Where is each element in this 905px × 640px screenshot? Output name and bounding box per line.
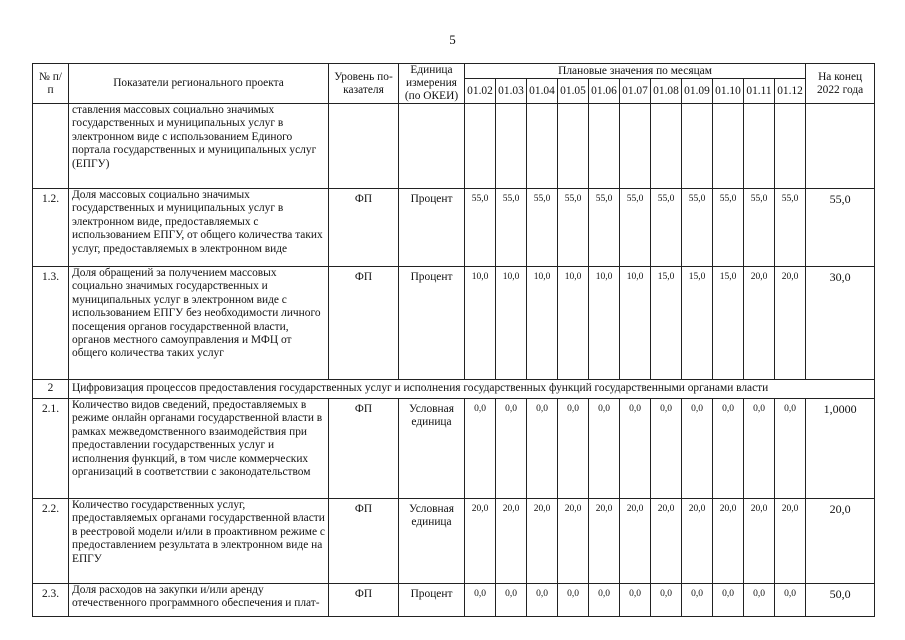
row-month-value	[527, 104, 558, 189]
row-month-value: 0,0	[558, 584, 589, 617]
row-month-value: 20,0	[620, 499, 651, 584]
row-month-value: 20,0	[651, 499, 682, 584]
header-month: 01.04	[527, 79, 558, 104]
row-num	[33, 104, 69, 189]
table-row	[33, 399, 875, 499]
indicators-table	[32, 63, 875, 617]
row-indicator-name: Доля обращений за получением массовых социально значимых государственных и муниципальных услуг в электронном виде с использованием ЕПГУ без необходимости личного посещения органов государственной власти, органов местного самоуправления и МФЦ от общего количества таких услуг	[69, 267, 329, 380]
row-month-value: 0,0	[496, 399, 527, 499]
row-end-value: 55,0	[806, 189, 875, 267]
row-month-value: 0,0	[465, 399, 496, 499]
row-month-value: 0,0	[558, 399, 589, 499]
row-num: 1.2.	[33, 189, 69, 267]
row-month-value	[775, 104, 806, 189]
header-month: 01.06	[589, 79, 620, 104]
header-num: № п/п	[33, 64, 69, 104]
header-month: 01.09	[682, 79, 713, 104]
row-month-value: 55,0	[527, 189, 558, 267]
row-num: 2.1.	[33, 399, 69, 499]
row-level: ФП	[329, 584, 399, 617]
row-month-value: 0,0	[496, 584, 527, 617]
row-month-value: 20,0	[744, 499, 775, 584]
table-row	[33, 499, 875, 584]
row-month-value	[465, 104, 496, 189]
row-month-value: 0,0	[620, 399, 651, 499]
row-month-value: 20,0	[558, 499, 589, 584]
row-month-value	[620, 104, 651, 189]
row-month-value	[589, 104, 620, 189]
row-month-value: 20,0	[744, 267, 775, 380]
header-end-of-year: На конец 2022 года	[806, 64, 875, 104]
row-month-value: 55,0	[713, 189, 744, 267]
row-end-value	[806, 104, 875, 189]
row-month-value: 55,0	[558, 189, 589, 267]
row-unit: Условная единица	[399, 399, 465, 499]
row-month-value: 20,0	[589, 499, 620, 584]
row-month-value: 0,0	[744, 584, 775, 617]
row-month-value: 0,0	[589, 584, 620, 617]
row-month-value: 15,0	[651, 267, 682, 380]
row-month-value: 0,0	[682, 399, 713, 499]
header-month: 01.10	[713, 79, 744, 104]
row-month-value: 55,0	[744, 189, 775, 267]
row-month-value: 20,0	[527, 499, 558, 584]
row-end-value: 1,0000	[806, 399, 875, 499]
header-month: 01.05	[558, 79, 589, 104]
row-month-value: 55,0	[651, 189, 682, 267]
header-month: 01.07	[620, 79, 651, 104]
header-month: 01.08	[651, 79, 682, 104]
row-month-value: 20,0	[713, 499, 744, 584]
table-row	[33, 267, 875, 380]
row-month-value: 10,0	[620, 267, 651, 380]
header-indicator: Показатели регионального проекта	[69, 64, 329, 104]
row-unit: Условная единица	[399, 499, 465, 584]
row-unit	[399, 104, 465, 189]
row-month-value: 0,0	[775, 584, 806, 617]
row-month-value: 10,0	[558, 267, 589, 380]
row-month-value: 0,0	[465, 584, 496, 617]
row-month-value: 0,0	[713, 584, 744, 617]
row-month-value	[713, 104, 744, 189]
row-month-value: 55,0	[465, 189, 496, 267]
row-indicator-name: Доля расходов на закупки и/или аренду отечественного программного обеспечения и плат-	[69, 584, 329, 617]
row-level: ФП	[329, 267, 399, 380]
row-unit: Процент	[399, 267, 465, 380]
row-month-value: 0,0	[682, 584, 713, 617]
row-month-value: 0,0	[775, 399, 806, 499]
row-month-value	[744, 104, 775, 189]
row-unit: Процент	[399, 189, 465, 267]
row-end-value: 20,0	[806, 499, 875, 584]
header-plan-group: Плановые значения по месяцам	[465, 64, 806, 79]
row-month-value	[558, 104, 589, 189]
row-indicator-name: Доля массовых социально значимых государственных и муниципальных услуг в электронном виде, предоставляемых с использованием ЕПГУ, от общего количества таких услуг, предоставляемых в электронном виде	[69, 189, 329, 267]
row-month-value: 0,0	[651, 584, 682, 617]
row-num: 2.3.	[33, 584, 69, 617]
row-month-value: 0,0	[589, 399, 620, 499]
row-indicator-name: ставления массовых социально значимых государственных и муниципальных услуг в электронном виде с использованием Единого портала государственных и муниципальных услуг (ЕПГУ)	[69, 104, 329, 189]
row-month-value: 15,0	[713, 267, 744, 380]
section-row	[33, 380, 875, 399]
row-month-value: 20,0	[496, 499, 527, 584]
row-month-value: 10,0	[465, 267, 496, 380]
table-row	[33, 104, 875, 189]
header-month: 01.11	[744, 79, 775, 104]
row-end-value: 30,0	[806, 267, 875, 380]
table-row	[33, 189, 875, 267]
row-indicator-name: Количество видов сведений, предоставляемых в режиме онлайн органами государственной власти в рамках межведомственного взаимодействия при предоставлении государственных услуг и исполнения функций, в том числе коммерческих организаций в соответствии с законодательством	[69, 399, 329, 499]
header-unit: Единица измерения (по ОКЕИ)	[399, 64, 465, 104]
header-month: 01.12	[775, 79, 806, 104]
row-month-value: 0,0	[744, 399, 775, 499]
row-end-value: 50,0	[806, 584, 875, 617]
row-month-value: 55,0	[775, 189, 806, 267]
row-num: 1.3.	[33, 267, 69, 380]
table-row	[33, 584, 875, 617]
row-month-value: 15,0	[682, 267, 713, 380]
row-level: ФП	[329, 499, 399, 584]
row-num: 2.2.	[33, 499, 69, 584]
row-month-value: 55,0	[682, 189, 713, 267]
row-month-value: 0,0	[713, 399, 744, 499]
header-level: Уровень по-казателя	[329, 64, 399, 104]
row-month-value	[496, 104, 527, 189]
row-month-value: 10,0	[589, 267, 620, 380]
row-level	[329, 104, 399, 189]
row-month-value: 55,0	[496, 189, 527, 267]
row-month-value: 0,0	[527, 399, 558, 499]
section-title: Цифровизация процессов предоставления государственных услуг и исполнения государственных функций государственными органами власти	[69, 380, 875, 399]
row-month-value: 20,0	[775, 267, 806, 380]
row-month-value: 0,0	[620, 584, 651, 617]
row-month-value: 20,0	[682, 499, 713, 584]
header-month: 01.03	[496, 79, 527, 104]
row-indicator-name: Количество государственных услуг, предоставляемых органами государственной власти в реестровой модели и/или в проактивном режиме с предоставлением результата в электронном виде на ЕПГУ	[69, 499, 329, 584]
row-month-value: 10,0	[527, 267, 558, 380]
header-month: 01.02	[465, 79, 496, 104]
row-month-value: 55,0	[620, 189, 651, 267]
row-unit: Процент	[399, 584, 465, 617]
row-month-value: 10,0	[496, 267, 527, 380]
section-num: 2	[33, 380, 69, 399]
row-level: ФП	[329, 189, 399, 267]
row-month-value: 55,0	[589, 189, 620, 267]
page-number: 5	[449, 32, 456, 47]
row-month-value	[682, 104, 713, 189]
row-month-value: 0,0	[651, 399, 682, 499]
row-month-value: 20,0	[775, 499, 806, 584]
row-month-value	[651, 104, 682, 189]
row-level: ФП	[329, 399, 399, 499]
row-month-value: 0,0	[527, 584, 558, 617]
row-month-value: 20,0	[465, 499, 496, 584]
